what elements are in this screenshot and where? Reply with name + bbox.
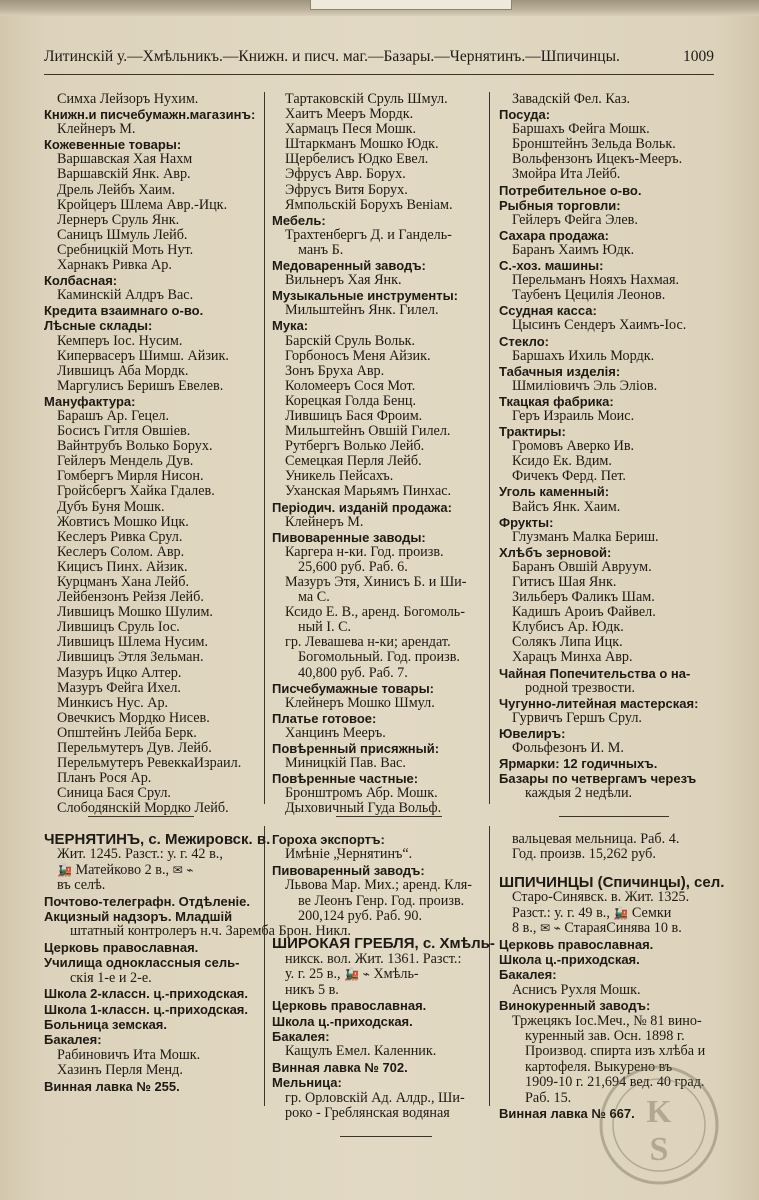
directory-entry: Баршахъ Ихиль Мордк.: [512, 347, 655, 364]
directory-entry: Босисъ Гитля Овшіев.: [57, 423, 191, 440]
postal-envelope-icon: ✉: [539, 921, 551, 936]
directory-entry: Харнакъ Ривка Ар.: [57, 257, 172, 274]
category-heading: Повѣренные частные:: [272, 771, 419, 787]
category-heading: Церковь православная.: [272, 998, 427, 1014]
directory-entry: Каргера н-ки. Год. произв.: [285, 543, 444, 560]
page-number: 1009: [683, 48, 714, 65]
directory-entry: Перельмутеръ Дув. Лейб.: [57, 740, 212, 757]
category-heading: С.-хоз. машины:: [499, 258, 604, 274]
category-heading: Мука:: [272, 318, 309, 334]
directory-entry: 🚂 Матейково 2 в., ✉ ⌁: [57, 861, 194, 878]
directory-entry: Вайнтрубъ Волько Борух.: [57, 438, 213, 455]
directory-entry: Мильштейнъ Янк. Гилел.: [285, 302, 439, 319]
directory-entry: Маргулисъ Беришъ Евелев.: [57, 377, 224, 394]
category-heading: Колбасная:: [44, 273, 118, 289]
category-heading: Ткацкая фабрика:: [499, 393, 614, 409]
directory-entry: вальцевая мельница. Раб. 4.: [512, 831, 680, 847]
directory-entry: Саницъ Шмуль Лейб.: [57, 226, 188, 243]
category-heading: Повѣренный присяжный:: [272, 741, 440, 757]
directory-entry: гр. Орловскій Ад. Алдр., Ши-: [285, 1089, 465, 1106]
directory-entry: Гейлеръ Мендель Дув.: [57, 453, 194, 470]
entry-continuation: Богомольный. Год. произв.: [298, 649, 460, 666]
directory-entry: Вольфензонъ Ицекъ-Мееръ.: [512, 151, 683, 168]
category-heading: Кредита взаимнаго о-во.: [44, 303, 204, 319]
category-heading: Пивоваренный заводъ:: [272, 862, 425, 878]
directory-entry: Геръ Израиль Моис.: [512, 407, 635, 424]
entry-continuation: картофеля. Выкурено въ: [525, 1058, 673, 1075]
directory-entry: Општейнъ Лейба Берк.: [57, 724, 197, 741]
directory-entry: Барашъ Ар. Гецел.: [57, 407, 170, 424]
directory-entry: Миницкій Пав. Вас.: [285, 755, 406, 772]
column-shirokaya-greblya: [272, 832, 495, 1121]
category-heading: Сахара продажа:: [499, 227, 609, 243]
directory-entry: Старо-Синявск. в. Жит. 1325.: [512, 889, 690, 906]
directory-entry: Аснисъ Рухля Мошк.: [512, 981, 641, 998]
directory-entry: Кипервасеръ Шимш. Айзик.: [57, 347, 229, 364]
train-icon: 🚂: [57, 862, 72, 877]
category-heading: Платье готовое:: [272, 710, 377, 726]
directory-entry: Фольфезонъ И. М.: [512, 740, 624, 757]
category-heading: Періодич. изданій продажа:: [272, 499, 452, 515]
header-rule: [44, 74, 714, 75]
directory-entry: Лившицъ Этля Зельман.: [57, 649, 204, 666]
directory-entry: Слободянскій Мордко Лейб.: [57, 800, 229, 817]
directory-entry: Баршахъ Фейга Мошк.: [512, 121, 650, 138]
directory-entry: Каминскій Алдръ Вас.: [57, 287, 194, 304]
entry-continuation: 25,600 руб. Раб. 6.: [298, 558, 408, 575]
entry-continuation: Раб. 15.: [525, 1089, 572, 1106]
category-heading: Ярмарки: 12 годичныхъ.: [499, 756, 658, 772]
directory-entry: Бронштромъ Абр. Мошк.: [285, 785, 438, 802]
category-heading: Школа ц.-приходская.: [272, 1013, 413, 1029]
spacer: [499, 863, 715, 875]
category-heading: Гороха экспортъ:: [272, 832, 385, 847]
directory-entry: Эфрусъ Витя Борух.: [285, 181, 408, 198]
entry-continuation: 200,124 руб. Раб. 90.: [298, 908, 423, 925]
category-heading: Винокуренный заводъ:: [499, 998, 651, 1014]
lower-column-rule-1: [264, 826, 265, 1106]
directory-entry: Гурвичъ Гершъ Срул.: [512, 709, 642, 726]
telegraph-icon: ⌁: [186, 862, 194, 877]
directory-entry: никъ 5 в.: [285, 981, 339, 998]
category-heading: Фрукты:: [499, 514, 554, 530]
directory-entry: Тржецякъ Іос.Меч., № 81 вино-: [512, 1012, 702, 1029]
category-heading: Посуда:: [499, 107, 551, 123]
category-heading: Рыбныя торговли:: [499, 197, 621, 213]
directory-entry: Сребницкій Моть Нут.: [57, 241, 194, 258]
directory-entry: Кадишъ Ароиъ Файвел.: [512, 604, 656, 621]
category-heading: Винная лавка № 255.: [44, 1078, 180, 1094]
directory-entry: Лившицъ Шлема Нусим.: [57, 634, 209, 651]
directory-entry: Барскій Сруль Вольк.: [285, 332, 416, 349]
category-heading: Мельница:: [272, 1075, 342, 1091]
category-heading: Потребительное о-во.: [499, 182, 642, 198]
entry-continuation: Производ. спирта изъ хлѣба и: [525, 1043, 706, 1060]
category-heading: Писчебумажные товары:: [272, 680, 434, 696]
category-heading: Бакалея:: [272, 1028, 330, 1044]
directory-entry: Мазуръ Фейга Ихел.: [57, 679, 181, 696]
category-heading: Больница земская.: [44, 1016, 168, 1032]
entry-continuation: ве Леонъ Генр. Год. произв.: [298, 892, 465, 909]
directory-entry: Мильштейнъ Овшій Гилел.: [285, 423, 451, 440]
directory-entry: Шмиліовичъ Эль Эліов.: [512, 377, 658, 394]
entry-continuation: ный І. С.: [298, 619, 352, 636]
directory-entry: Перельмутеръ РевеккаИзраил.: [57, 755, 242, 772]
category-heading: Школа 1-класcн. ц.-приходская.: [44, 1001, 249, 1017]
category-heading: Музыкальные инструменты:: [272, 288, 458, 304]
directory-entry: Уникель Пейсахъ.: [285, 468, 394, 485]
directory-entry: Дыховичный Гуда Вольф.: [285, 800, 442, 817]
directory-entry: Лейбензонъ Рейзя Лейб.: [57, 589, 204, 606]
category-heading: Табачныя изделія:: [499, 363, 621, 379]
directory-entry: Кащулъ Емел. Каленник.: [285, 1043, 437, 1060]
directory-entry: Цысинъ Сендеръ Хаимъ-Іос.: [512, 317, 687, 334]
directory-entry: Рутбергъ Волько Лейб.: [285, 438, 425, 455]
category-heading: Училища одноклассныя сель-: [44, 955, 240, 971]
directory-entry: Год. произв. 15,262 руб.: [512, 846, 656, 863]
directory-entry: Лившицъ Сруль Іос.: [57, 619, 180, 636]
directory-entry: Эфрусъ Авр. Борух.: [285, 166, 406, 183]
directory-entry: Рабиновичъ Ита Мошк.: [57, 1046, 201, 1063]
directory-entry: Лившицъ Мошко Шулим.: [57, 604, 213, 621]
directory-entry: Баранъ Овшій Авруум.: [512, 558, 652, 575]
section-divider-left: [88, 816, 194, 817]
category-heading: Мебель:: [272, 212, 326, 228]
directory-entry: Горбоносъ Меня Айзик.: [285, 347, 431, 364]
directory-entry: Кеслеръ Ривка Срул.: [57, 528, 183, 545]
directory-entry: Завадскій Фел. Каз.: [512, 91, 631, 107]
entry-continuation: куренный зав. Осн. 1898 г.: [525, 1027, 685, 1044]
column-rule-1: [264, 92, 265, 804]
entry-continuation: 40,800 руб. Раб. 7.: [298, 664, 408, 681]
category-heading: Церковь православная.: [499, 936, 654, 952]
binding-tab: [310, 0, 512, 10]
stamp-letter-k: K: [646, 1093, 672, 1129]
directory-entry: Уханская Марьямъ Пинхас.: [285, 483, 452, 500]
entry-continuation: ма С.: [298, 589, 330, 606]
directory-entry: Трахтенбергъ Д. и Гандель-: [285, 226, 452, 243]
telegraph-icon: ⌁: [553, 921, 561, 936]
directory-entry: у. г. 25 в., 🚂 ⌁ Хмѣль-: [285, 966, 419, 983]
directory-entry: Жит. 1245. Разст.: у. г. 42 в.,: [57, 846, 223, 863]
column-3: [499, 92, 715, 801]
directory-entry: Минкисъ Нус. Ар.: [57, 694, 169, 711]
category-heading: Винная лавка № 667.: [499, 1105, 635, 1121]
directory-entry: Разст.: у. г. 49 в., 🚂 Семки: [512, 904, 672, 921]
directory-entry: Ямпольскій Борухъ Веніам.: [285, 196, 453, 213]
locality-heading: ШИРОКАЯ ГРЕБЛЯ, с. Хмѣль-: [272, 935, 495, 953]
directory-entry: Львова Мар. Мих.; аренд. Кля-: [285, 877, 472, 894]
column-1: [44, 92, 262, 817]
directory-entry: Мазуръ Этя, Хинисъ Б. и Ши-: [285, 574, 467, 590]
directory-entry: гр. Левашева н-ки; арендат.: [285, 634, 451, 651]
library-stamp: [598, 1064, 720, 1186]
directory-entry: Дрель Лейбъ Хаим.: [57, 181, 175, 198]
directory-entry: Гомбергъ Мирля Нисон.: [57, 468, 204, 485]
directory-entry: Кройцеръ Шлема Авр.-Ицк.: [57, 196, 228, 213]
directory-entry: Коломееръ Сося Мот.: [285, 377, 416, 394]
telegraph-icon: ⌁: [362, 967, 370, 982]
directory-entry: Кемперъ Іос. Нусим.: [57, 332, 183, 349]
directory-entry: Гитисъ Шая Янк.: [512, 574, 617, 590]
directory-entry: Зонъ Бруха Авр.: [285, 362, 385, 379]
directory-entry: Варшавская Хая Нахм: [57, 151, 193, 168]
section-divider-center: [336, 816, 442, 817]
directory-entry: Кицисъ Пинх. Айзик.: [57, 558, 188, 575]
directory-entry: Змойра Ита Лейб.: [512, 166, 621, 183]
directory-entry: Симха Лейзоръ Нухим.: [57, 91, 199, 107]
directory-entry: въ селѣ.: [57, 877, 106, 894]
stamp-letter-s: S: [649, 1131, 669, 1168]
category-heading: Книжн.и писчебумажн.магазинъ:: [44, 107, 256, 123]
lower-column-rule-2: [489, 826, 490, 1106]
directory-entry: Варшавскій Янк. Авр.: [57, 166, 191, 183]
directory-entry: Хазинъ Перля Менд.: [57, 1062, 183, 1079]
directory-entry: Лившицъ Бася Фроим.: [285, 407, 423, 424]
directory-entry: Баранъ Хаимъ Юдк.: [512, 241, 635, 258]
directory-entry: Корецкая Голда Бенц.: [285, 392, 417, 409]
category-heading: Церковь православная.: [44, 939, 199, 955]
locality-heading: ШПИЧИНЦЫ (Спичинцы), сел.: [499, 873, 725, 891]
directory-entry: Глузманъ Малка Бериш.: [512, 528, 659, 545]
directory-entry: Клейнеръ М.: [57, 121, 136, 138]
directory-entry: Щербелисъ Юдко Евел.: [285, 151, 429, 168]
category-heading: Медоваренный заводъ:: [272, 258, 426, 274]
directory-entry: Семецкая Перля Лейб.: [285, 453, 422, 470]
train-icon: 🚂: [613, 905, 629, 920]
section-divider-right: [559, 816, 669, 817]
entry-continuation: штатный контролеръ н.ч. Заремба Брон. Никл.: [70, 923, 351, 940]
directory-entry: Штаркманъ Мошко Юдк.: [285, 136, 439, 153]
category-heading: Базары по четвергамъ черезъ: [499, 771, 697, 787]
entry-continuation: скія 1-е и 2-е.: [70, 969, 152, 986]
directory-entry: Клейнеръ М.: [285, 513, 364, 530]
directory-entry: Вильнеръ Хая Янк.: [285, 272, 402, 289]
directory-entry: 8 в., ✉ ⌁ СтараяСинява 10 в.: [512, 920, 682, 937]
directory-entry: Ксидо Ек. Вдим.: [512, 453, 612, 470]
category-heading: Кожевенные товары:: [44, 137, 182, 153]
train-icon: 🚂: [344, 967, 360, 982]
directory-entry: Хармацъ Песя Мошк.: [285, 121, 417, 138]
running-title: Литинскій у.—Хмѣльникъ.—Книжн. и писч. маг.—Базары.—Чернятинъ.—Шпичинцы.: [44, 48, 620, 65]
category-heading: Пивоваренные заводы:: [272, 529, 426, 545]
directory-entry: роко - Греблянская водяная: [285, 1104, 450, 1121]
category-heading: Школа ц.-приходская.: [499, 951, 640, 967]
directory-entry: Таубенъ Цецилія Леонов.: [512, 287, 666, 304]
bottom-divider: [340, 1136, 432, 1137]
directory-entry: Гройсбергъ Хайка Гдалев.: [57, 483, 215, 500]
directory-entry: Дубъ Буня Мошк.: [57, 498, 165, 515]
directory-entry: Громовъ Аверко Ив.: [512, 438, 635, 455]
directory-entry: Гейлеръ Фейга Элев.: [512, 211, 638, 228]
directory-entry: Перельманъ Нояхъ Нахмая.: [512, 272, 680, 289]
page-header: [44, 48, 714, 72]
locality-heading: ЧЕРНЯТИНЪ, с. Межировск. в.: [44, 831, 271, 848]
directory-entry: Мазуръ Ицко Алтер.: [57, 664, 182, 681]
category-heading: Бакалея:: [499, 967, 557, 983]
category-heading: Чугунно-литейная мастерская:: [499, 695, 699, 711]
category-heading: Трактиры:: [499, 424, 566, 440]
directory-entry: Кеслеръ Солом. Авр.: [57, 543, 185, 560]
directory-entry: Лернеръ Сруль Янк.: [57, 211, 180, 228]
category-heading: Чайная Попечительства о на-: [499, 665, 691, 681]
entry-continuation: 1909-10 г. 21,694 вед. 40 град.: [525, 1074, 705, 1091]
scan-top-edge: [0, 0, 759, 16]
column-rule-2: [489, 92, 490, 804]
directory-entry: Клейнеръ Мошко Шмул.: [285, 694, 435, 711]
directory-entry: Ханцинъ Мееръ.: [285, 724, 386, 741]
category-heading: Школа 2-класcн. ц.-приходская.: [44, 986, 249, 1002]
directory-entry: Тартаковскій Сруль Шмул.: [285, 91, 448, 107]
entry-continuation: каждыя 2 недѣли.: [525, 785, 633, 802]
directory-entry: Имѣніе „Чернятинъ“.: [285, 846, 413, 863]
directory-entry: Солякъ Липа Ицк.: [512, 634, 623, 651]
category-heading: Винная лавка № 702.: [272, 1059, 408, 1075]
category-heading: Бакалея:: [44, 1032, 102, 1048]
directory-entry: Клубисъ Ар. Юдк.: [512, 619, 624, 636]
directory-entry: Синица Бася Срул.: [57, 785, 171, 802]
directory-entry: Овечкисъ Мордко Нисев.: [57, 709, 210, 726]
category-heading: Хлѣбъ зерновой:: [499, 544, 612, 560]
entry-continuation: манъ Б.: [298, 241, 344, 258]
category-heading: Ссудная касса:: [499, 303, 597, 319]
directory-entry: никск. вол. Жит. 1361. Разст.:: [285, 950, 462, 967]
category-heading: Лѣсные склады:: [44, 318, 153, 334]
directory-entry: Зильберъ Фаликъ Шам.: [512, 589, 655, 606]
directory-entry: Фичекъ Ферд. Пет.: [512, 468, 626, 485]
directory-entry: Лившицъ Аба Мордк.: [57, 362, 189, 379]
directory-entry: Хаитъ Мееръ Мордк.: [285, 106, 414, 123]
directory-entry: Курцманъ Хана Лейб.: [57, 574, 189, 590]
category-heading: Ювелиръ:: [499, 725, 566, 741]
directory-entry: Харацъ Минха Авр.: [512, 649, 633, 666]
postal-envelope-icon: ✉: [172, 862, 183, 877]
directory-entry: Вайсъ Янк. Хаим.: [512, 498, 621, 515]
directory-entry: Ксидо Е. В., аренд. Богомоль-: [285, 604, 466, 621]
category-heading: Уголь каменный:: [499, 484, 610, 500]
category-heading: Акцизный надзоръ. Младшій: [44, 909, 233, 925]
category-heading: Стекло:: [499, 333, 550, 349]
directory-entry: Бронштейнъ Зельда Вольк.: [512, 136, 676, 153]
directory-entry: Жовтисъ Мошко Ицк.: [57, 513, 189, 530]
entry-continuation: родной трезвости.: [525, 679, 636, 696]
directory-entry: Планъ Рося Ар.: [57, 770, 152, 787]
category-heading: Мануфактура:: [44, 393, 136, 409]
category-heading: Почтово-телеграфн. Отдѣленіе.: [44, 893, 251, 909]
column-2: [272, 92, 486, 817]
